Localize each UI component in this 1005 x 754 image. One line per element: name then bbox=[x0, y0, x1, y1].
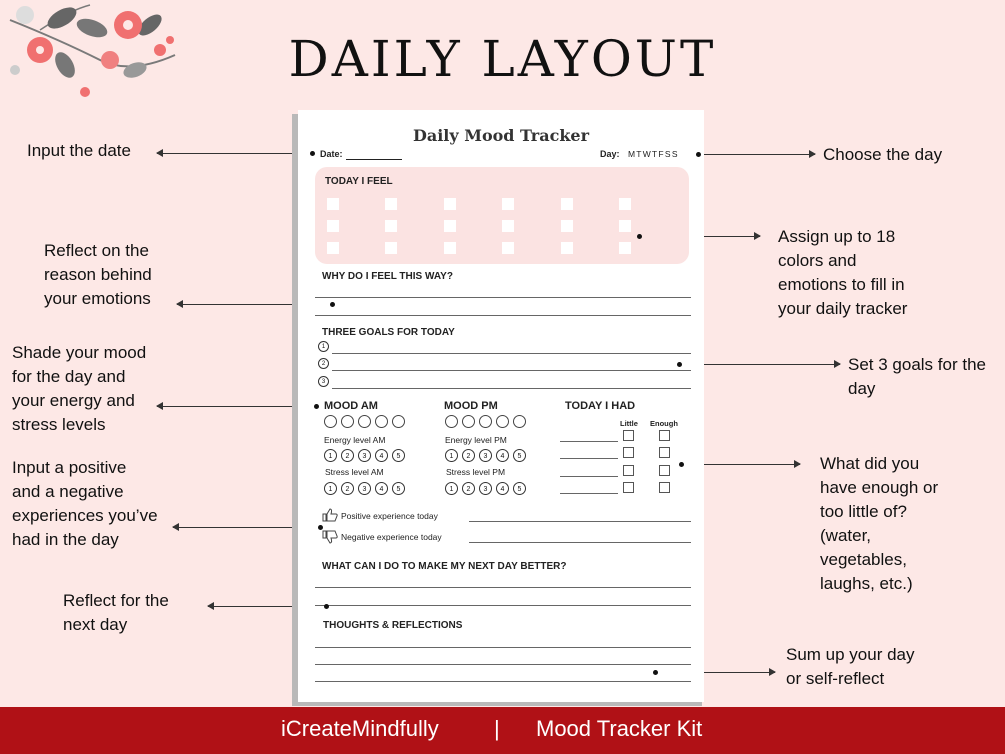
sheet-title: Daily Mood Tracker bbox=[412, 126, 590, 145]
annotation-line: Input a positive bbox=[12, 458, 127, 477]
annotation-line: had in the day bbox=[12, 530, 119, 549]
had-item-line[interactable] bbox=[560, 493, 618, 494]
why-heading: WHY DO I FEEL THIS WAY? bbox=[322, 271, 453, 282]
footer-product: Mood Tracker Kit bbox=[536, 716, 703, 741]
emotion-square[interactable] bbox=[385, 242, 397, 254]
level-circle[interactable]: 4 bbox=[496, 449, 509, 462]
annotation-input-date: Input the date bbox=[27, 141, 131, 160]
arrow-dot bbox=[653, 670, 658, 675]
mood-am-heading: MOOD AM bbox=[324, 400, 378, 412]
emotion-square[interactable] bbox=[619, 242, 631, 254]
arrow-set-goals bbox=[680, 364, 840, 365]
page-title: DAILY LAYOUT bbox=[288, 30, 717, 88]
emotion-square[interactable] bbox=[385, 220, 397, 232]
annotation-line: (water, bbox=[820, 526, 872, 545]
thumbs-up-icon bbox=[322, 508, 338, 522]
mood-face-icon[interactable] bbox=[513, 415, 526, 428]
stress-pm-label: Stress level PM bbox=[446, 467, 506, 477]
annotation-line: too little of? bbox=[820, 502, 907, 521]
level-circle[interactable]: 4 bbox=[496, 482, 509, 495]
goal-line[interactable] bbox=[332, 370, 691, 371]
annotation-sum-up bbox=[786, 643, 915, 691]
positive-label: Positive experience today bbox=[341, 511, 438, 521]
annotation-line: and a negative bbox=[12, 482, 124, 501]
annotation-assign-colors bbox=[778, 225, 907, 321]
annotation-line: Shade your mood bbox=[12, 343, 147, 362]
mood-face-icon[interactable] bbox=[358, 415, 371, 428]
annotation-shade-mood bbox=[12, 341, 146, 437]
had-item-line[interactable] bbox=[560, 476, 618, 477]
arrow-input-date bbox=[157, 153, 312, 154]
enough-checkbox[interactable] bbox=[659, 430, 670, 441]
emotion-square[interactable] bbox=[444, 242, 456, 254]
annotation-line: colors and bbox=[778, 251, 857, 270]
annotation-line: stress levels bbox=[12, 415, 106, 434]
emotion-square[interactable] bbox=[327, 198, 339, 210]
why-line[interactable] bbox=[315, 315, 691, 316]
level-circle[interactable]: 3 bbox=[358, 482, 371, 495]
today-i-feel-box bbox=[315, 167, 689, 264]
day-selector[interactable]: M T W T F S S bbox=[628, 149, 678, 159]
goal-number: 3 bbox=[318, 376, 329, 387]
emotion-square[interactable] bbox=[502, 198, 514, 210]
annotation-line: next day bbox=[63, 615, 128, 634]
level-circle[interactable]: 5 bbox=[513, 449, 526, 462]
goal-number: 2 bbox=[318, 358, 329, 369]
better-heading: WHAT CAN I DO TO MAKE MY NEXT DAY BETTER? bbox=[322, 561, 567, 572]
little-checkbox[interactable] bbox=[623, 482, 634, 493]
enough-label: Enough bbox=[650, 419, 678, 428]
annotation-line: your energy and bbox=[12, 391, 135, 410]
today-i-feel-heading: TODAY I FEEL bbox=[325, 176, 393, 187]
emotion-square[interactable] bbox=[444, 198, 456, 210]
annotation-line: your emotions bbox=[44, 289, 151, 308]
annotation-line: Set 3 goals for the bbox=[848, 355, 986, 374]
level-circle[interactable]: 2 bbox=[462, 482, 475, 495]
thoughts-line[interactable] bbox=[315, 681, 691, 682]
level-circle[interactable]: 2 bbox=[341, 449, 354, 462]
level-circle[interactable]: 1 bbox=[445, 482, 458, 495]
annotation-line: day bbox=[848, 379, 876, 398]
mood-face-icon[interactable] bbox=[496, 415, 509, 428]
footer-brand: iCreateMindfully bbox=[281, 716, 439, 741]
annotation-set-goals bbox=[848, 353, 986, 401]
level-circle[interactable]: 1 bbox=[324, 482, 337, 495]
goal-number: 1 bbox=[318, 341, 329, 352]
enough-checkbox[interactable] bbox=[659, 465, 670, 476]
annotation-line: emotions to fill in bbox=[778, 275, 905, 294]
annotation-line: laughs, etc.) bbox=[820, 574, 913, 593]
little-label: Little bbox=[620, 419, 638, 428]
level-circle[interactable]: 2 bbox=[341, 482, 354, 495]
goal-line[interactable] bbox=[332, 353, 691, 354]
thoughts-line[interactable] bbox=[315, 664, 691, 665]
mood-pm-heading: MOOD PM bbox=[444, 400, 498, 412]
level-circle[interactable]: 1 bbox=[445, 449, 458, 462]
annotation-line: Reflect on the bbox=[44, 241, 149, 260]
arrow-dot bbox=[679, 462, 684, 467]
annotation-reflect-reason bbox=[44, 239, 152, 311]
enough-checkbox[interactable] bbox=[659, 482, 670, 493]
annotation-line: Reflect for the bbox=[63, 591, 169, 610]
annotation-choose-day: Choose the day bbox=[823, 145, 943, 164]
arrow-dot bbox=[324, 604, 329, 609]
annotation-enough bbox=[820, 452, 938, 596]
thumbs-down-icon bbox=[322, 530, 338, 544]
little-checkbox[interactable] bbox=[623, 465, 634, 476]
emotion-square[interactable] bbox=[561, 198, 573, 210]
annotation-line: for the day and bbox=[12, 367, 126, 386]
level-circle[interactable]: 1 bbox=[324, 449, 337, 462]
arrow-dot bbox=[314, 404, 319, 409]
annotation-line: Assign up to 18 bbox=[778, 227, 896, 246]
footer-banner bbox=[0, 707, 1005, 754]
arrow-choose-day bbox=[698, 154, 815, 155]
thoughts-line[interactable] bbox=[315, 647, 691, 648]
mood-face-icon[interactable] bbox=[445, 415, 458, 428]
energy-pm-label: Energy level PM bbox=[445, 435, 507, 445]
little-checkbox[interactable] bbox=[623, 447, 634, 458]
arrow-dot bbox=[696, 152, 701, 157]
annotation-line: Sum up your day bbox=[786, 645, 915, 664]
goal-line[interactable] bbox=[332, 388, 691, 389]
emotion-square[interactable] bbox=[561, 242, 573, 254]
positive-line[interactable] bbox=[469, 521, 691, 522]
stress-am-label: Stress level AM bbox=[325, 467, 384, 477]
emotion-square[interactable] bbox=[327, 242, 339, 254]
today-i-had-heading: TODAY I HAD bbox=[565, 400, 636, 412]
annotation-line: your daily tracker bbox=[778, 299, 908, 318]
date-field[interactable] bbox=[346, 159, 402, 160]
had-item-line[interactable] bbox=[560, 458, 618, 459]
emotion-square[interactable] bbox=[385, 198, 397, 210]
level-circle[interactable]: 2 bbox=[462, 449, 475, 462]
better-line[interactable] bbox=[315, 587, 691, 588]
level-circle[interactable]: 3 bbox=[358, 449, 371, 462]
arrow-dot bbox=[677, 362, 682, 367]
negative-label: Negative experience today bbox=[341, 532, 442, 542]
annotation-experiences bbox=[12, 456, 158, 552]
emotion-square[interactable] bbox=[327, 220, 339, 232]
negative-line[interactable] bbox=[469, 542, 691, 543]
emotion-square[interactable] bbox=[619, 220, 631, 232]
level-circle[interactable]: 3 bbox=[479, 449, 492, 462]
level-circle[interactable]: 4 bbox=[375, 449, 388, 462]
mood-face-icon[interactable] bbox=[341, 415, 354, 428]
annotation-reflect-next bbox=[63, 589, 169, 637]
level-circle[interactable]: 3 bbox=[479, 482, 492, 495]
mood-face-icon[interactable] bbox=[324, 415, 337, 428]
level-circle[interactable]: 4 bbox=[375, 482, 388, 495]
annotation-line: What did you bbox=[820, 454, 920, 473]
thoughts-heading: THOUGHTS & REFLECTIONS bbox=[323, 620, 463, 631]
annotation-line: or self-reflect bbox=[786, 669, 885, 688]
footer-separator: | bbox=[494, 716, 500, 741]
mood-face-icon[interactable] bbox=[479, 415, 492, 428]
level-circle[interactable]: 5 bbox=[392, 449, 405, 462]
annotation-line: experiences you’ve bbox=[12, 506, 158, 525]
level-circle[interactable]: 5 bbox=[513, 482, 526, 495]
emotion-square[interactable] bbox=[561, 220, 573, 232]
emotion-square[interactable] bbox=[619, 198, 631, 210]
little-checkbox[interactable] bbox=[623, 430, 634, 441]
enough-checkbox[interactable] bbox=[659, 447, 670, 458]
why-line[interactable] bbox=[315, 297, 691, 298]
arrow-dot bbox=[318, 525, 323, 530]
goals-heading: THREE GOALS FOR TODAY bbox=[322, 327, 455, 338]
emotion-square[interactable] bbox=[502, 242, 514, 254]
date-label: Date: bbox=[320, 149, 343, 159]
arrow-dot bbox=[330, 302, 335, 307]
arrow-dot bbox=[310, 151, 315, 156]
had-item-line[interactable] bbox=[560, 441, 618, 442]
emotion-square[interactable] bbox=[502, 220, 514, 232]
better-line[interactable] bbox=[315, 605, 691, 606]
energy-am-label: Energy level AM bbox=[324, 435, 386, 445]
annotation-line: reason behind bbox=[44, 265, 152, 284]
annotation-line: vegetables, bbox=[820, 550, 907, 569]
annotation-line: have enough or bbox=[820, 478, 939, 497]
arrow-dot bbox=[637, 234, 642, 239]
emotion-square[interactable] bbox=[444, 220, 456, 232]
level-circle[interactable]: 5 bbox=[392, 482, 405, 495]
mood-tracker-sheet bbox=[298, 110, 704, 702]
mood-face-icon[interactable] bbox=[462, 415, 475, 428]
day-label: Day: bbox=[600, 149, 620, 159]
mood-face-icon[interactable] bbox=[375, 415, 388, 428]
mood-face-icon[interactable] bbox=[392, 415, 405, 428]
